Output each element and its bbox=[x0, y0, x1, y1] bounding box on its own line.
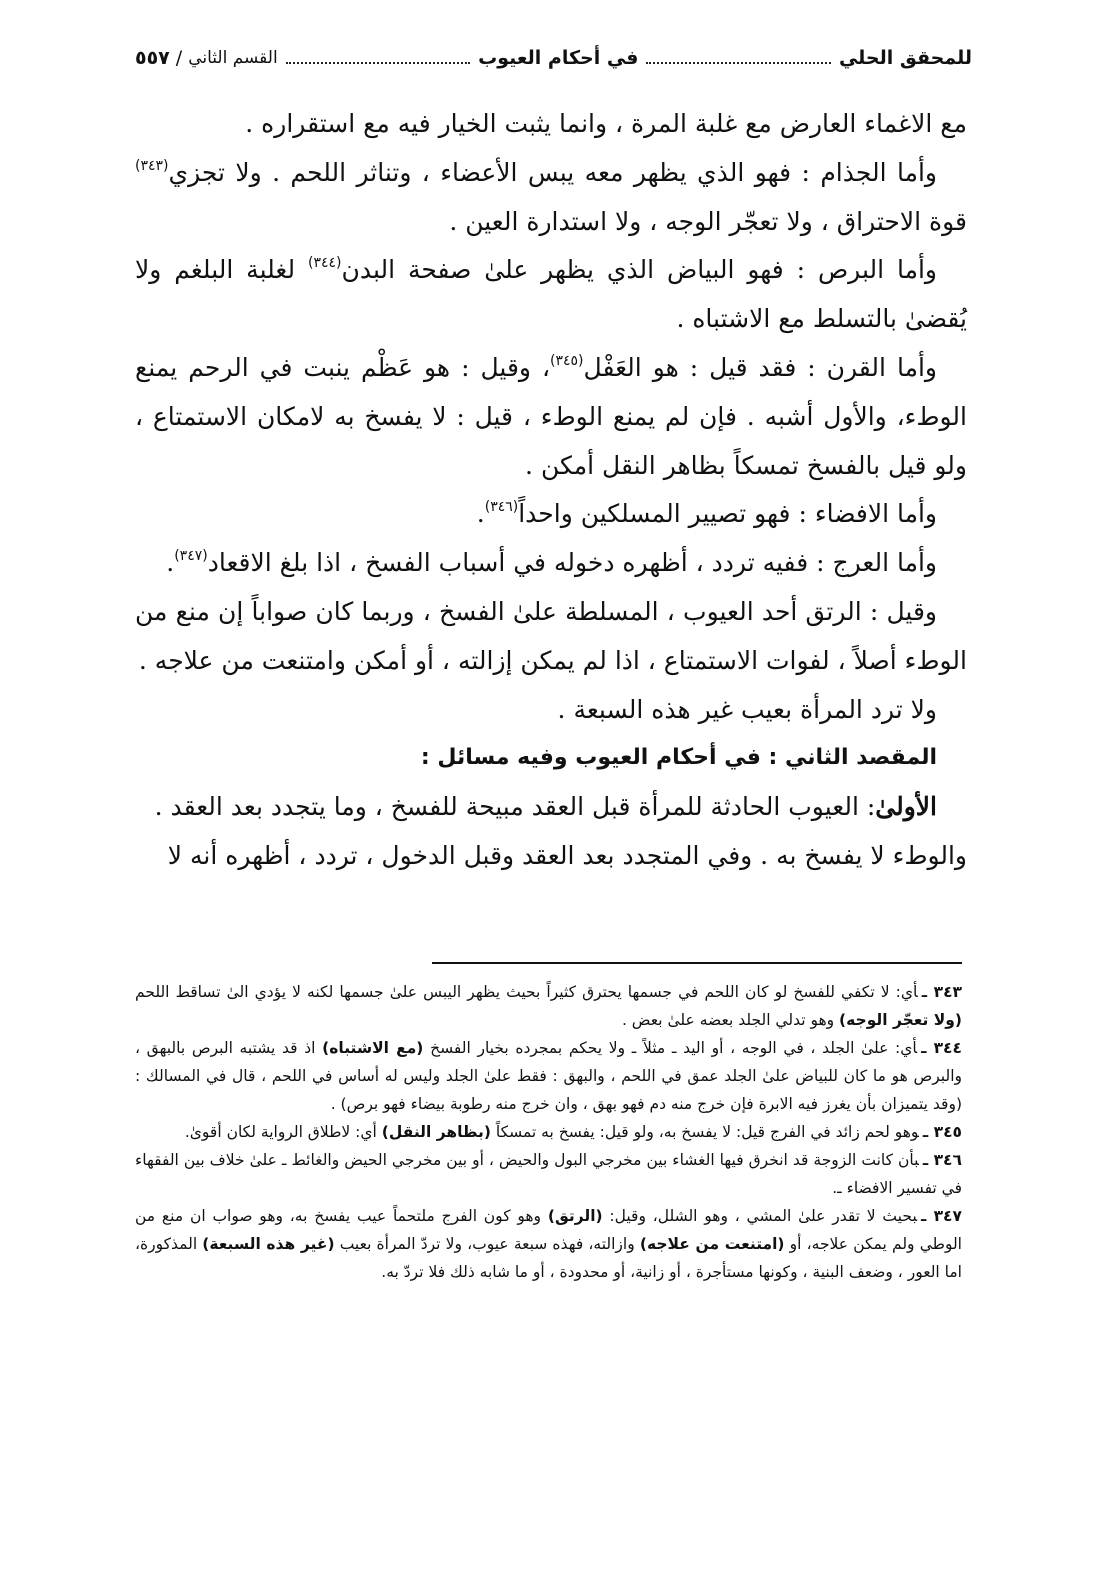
paragraph-qarn bbox=[135, 344, 967, 490]
header-section: القسم الثاني bbox=[188, 48, 278, 68]
paragraph-lameness bbox=[135, 539, 967, 588]
footnote-quote: (الرتق) bbox=[547, 1207, 603, 1225]
footnote bbox=[135, 978, 962, 1034]
paragraph-vitiligo bbox=[135, 246, 967, 344]
footnote-quote: (مع الاشتباه) bbox=[322, 1039, 424, 1057]
footnote-number: ٣٤٤ ـ bbox=[921, 1039, 962, 1057]
paragraph-text: وأما الجذام : فهو الذي يظهر معه يبس الأعضاء ، وتناثر اللحم . ولا تجزي bbox=[168, 157, 937, 187]
section-heading: المقصد الثاني : في أحكام العيوب وفيه مسائل : bbox=[420, 745, 937, 771]
paragraph-ifda bbox=[135, 490, 967, 539]
footnotes bbox=[135, 978, 962, 1286]
footnote-ref[interactable]: (٣٤٦) bbox=[484, 499, 519, 516]
paragraph-ratq bbox=[135, 588, 967, 686]
footnote-number: ٣٤٦ ـ bbox=[922, 1151, 962, 1169]
footnote bbox=[135, 1146, 962, 1202]
footnote-text: أي: لاطلاق الرواية لكان أقوىٰ. bbox=[184, 1123, 382, 1141]
paragraph-seven bbox=[135, 686, 967, 735]
paragraph-first-issue bbox=[135, 783, 967, 832]
header-chapter: في أحكام العيوب bbox=[478, 47, 639, 69]
paragraph-text: والوطء لا يفسخ به . وفي المتجدد بعد العقد وقبل الدخول ، تردد ، أظهره أنه لا bbox=[167, 840, 967, 870]
footnote bbox=[135, 1202, 962, 1286]
paragraph-text: ، وقيل : هو عَظْم ينبت في الرحم يمنع الوطء، والأول أشبه . فإن لم يمنع الوطء ، قيل : لا يفسخ به لامكان الاستمتاع ، ولو قيل بالفسخ تمسكاً بظاهر النقل أمكن . bbox=[135, 352, 967, 480]
paragraph-text: وأما البرص : فهو البياض الذي يظهر علىٰ صفحة البدن bbox=[341, 255, 937, 285]
footnote-text: أي: علىٰ الجلد ، في الوجه ، أو اليد ـ مثلاً ـ ولا يحكم بمجرده بخيار الفسخ bbox=[423, 1039, 918, 1057]
keyword: الأولىٰ bbox=[875, 792, 937, 822]
footnote-quote: (بظاهر النقل) bbox=[381, 1123, 491, 1141]
paragraph-text: وأما الافضاء : فهو تصيير المسلكين واحداً bbox=[518, 499, 937, 529]
footnote-number: ٣٤٧ ـ bbox=[921, 1207, 962, 1225]
footnote-ref[interactable]: (٣٤٣) bbox=[135, 157, 169, 174]
footnote-text: بحيث لا تقدر علىٰ المشي ، وهو الشلل، وقيل: bbox=[602, 1207, 918, 1225]
footnote-quote: (ولا تعجّر الوجه) bbox=[839, 1011, 962, 1029]
footnote-text: وهو لحم زائد في الفرج قيل: لا يفسخ به، ولو قيل: يفسخ به تمسكاً bbox=[490, 1123, 919, 1141]
main-text bbox=[135, 100, 967, 881]
footnote-number: ٣٤٣ ـ bbox=[921, 983, 962, 1001]
paragraph-text: وقيل : الرتق أحد العيوب ، المسلطة علىٰ الفسخ ، وربما كان صواباً إن منع من الوطء أصلاً ، لفوات الاستمتاع ، اذا لم يمكن إزالته ، أو أمكن وامتنعت من علاجه . bbox=[135, 596, 967, 675]
paragraph-text: وأما العرج : ففيه تردد ، أظهره دخوله في أسباب الفسخ ، اذا بلغ الاقعاد bbox=[207, 548, 937, 578]
footnote bbox=[135, 1118, 962, 1146]
paragraph-text: ولا ترد المرأة بعيب غير هذه السبعة . bbox=[557, 694, 937, 724]
header-leader-dots bbox=[286, 62, 470, 64]
footnote-number: ٣٤٥ ـ bbox=[922, 1123, 962, 1141]
footnote-ref[interactable]: (٣٤٥) bbox=[550, 352, 584, 369]
footnote bbox=[135, 1034, 962, 1118]
footnote-text: اذ قد يشتبه البرص بالبهق ، والبرص هو ما كان للبياض علىٰ الجلد عمق في اللحم ، والبهق : فقط علىٰ الجلد وليس له أساس في اللحم ، قال في المسالك : (وقد يتميزان بأن يغرز فيه الابرة فإن خرج منه دم فهو بهق ، وان خرج منه رطوبة بيضاء فهو برص) . bbox=[135, 1039, 962, 1113]
header-author: للمحقق الحلي bbox=[838, 47, 972, 69]
paragraph-text: لغلبة البلغم ولا يُقضىٰ بالتسلط مع الاشتباه . bbox=[135, 255, 967, 334]
footnote-text: وهو تدلي الجلد بعضه علىٰ بعض . bbox=[621, 1011, 840, 1029]
running-header bbox=[135, 40, 972, 76]
paragraph-text: . bbox=[166, 548, 175, 578]
paragraph-leprosy bbox=[135, 149, 967, 247]
paragraph-text: : العيوب الحادثة للمرأة قبل العقد مبيحة للفسخ ، وما يتجدد بعد العقد . bbox=[154, 792, 876, 822]
footnote-text: وهو كون الفرج ملتحماً عيب يفسخ به، وهو صواب ان منع من الوطي ولم يمكن علاجه، أو bbox=[135, 1207, 962, 1253]
footnote-ref[interactable]: (٣٤٧) bbox=[174, 548, 208, 565]
paragraph-text: قوة الاحتراق ، ولا تعجّر الوجه ، ولا استدارة العين . bbox=[449, 206, 967, 236]
page-number: ٥٥٧ bbox=[134, 47, 170, 69]
footnote-text: بأن كانت الزوجة قد انخرق فيها الغشاء بين مخرجي البول والحيض ، أو بين مخرجي الحيض والغائط ـ علىٰ خلاف بين الفقهاء في تفسير الافضاء ـ. bbox=[135, 1151, 962, 1197]
paragraph bbox=[135, 100, 967, 149]
paragraph-text: . bbox=[476, 499, 485, 529]
footnote-quote: (امتنعت من علاجه) bbox=[639, 1235, 785, 1253]
paragraph bbox=[135, 832, 967, 881]
footnote-text: أي: لا تكفي للفسخ لو كان اللحم في جسمها يحترق كثيراً بحيث يظهر اليبس علىٰ جسمها لكنه لا يؤدي الىٰ تساقط اللحم bbox=[135, 983, 918, 1001]
header-separator: / bbox=[175, 47, 183, 69]
footnote-quote: (غير هذه السبعة) bbox=[202, 1235, 335, 1253]
footnote-text: المذكورة، اما العور ، وضعف البنية ، وكونها مستأجرة ، أو زانية، أو محدودة ، أو ما شابه ذلك فلا تردّ به. bbox=[135, 1235, 962, 1281]
paragraph-text: وأما القرن : فقد قيل : هو العَفْل bbox=[583, 352, 937, 382]
footnote-ref[interactable]: (٣٤٤) bbox=[307, 255, 342, 272]
paragraph-text: مع الاغماء العارض مع غلبة المرة ، وانما يثبت الخيار فيه مع استقراره . bbox=[245, 109, 967, 138]
header-leader-dots bbox=[646, 62, 830, 64]
footnote-divider bbox=[432, 962, 962, 964]
footnote-text: وازالته، فهذه سبعة عيوب، ولا تردّ المرأة بعيب bbox=[334, 1235, 640, 1253]
